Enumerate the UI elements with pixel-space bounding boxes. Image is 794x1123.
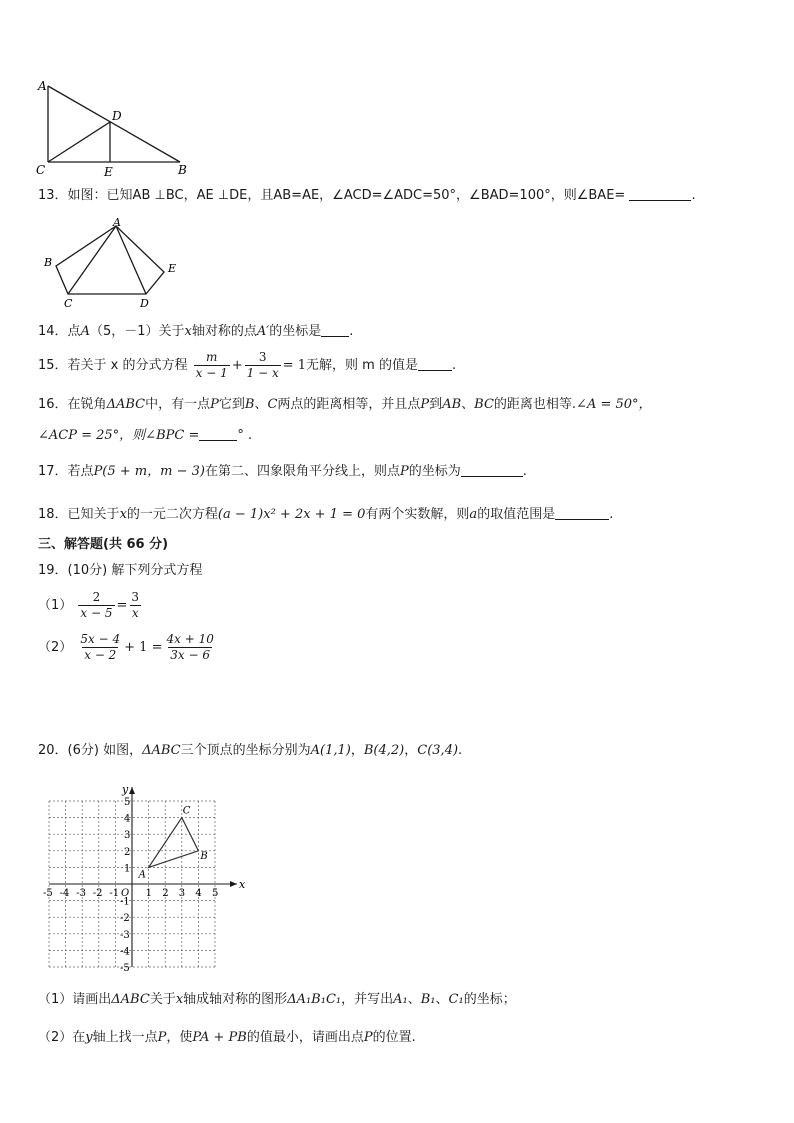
y-tick-label: 1 (124, 863, 131, 875)
q18-mid2: 有两个实数解，则 (365, 507, 470, 522)
q19-p2-fraction-1 (78, 632, 122, 663)
x-tick-label: 3 (178, 888, 186, 899)
q15-fraction-1 (194, 350, 230, 381)
q14-x: x (184, 324, 192, 339)
y-tick-label: -1 (120, 896, 130, 908)
q18-number: 18． (38, 507, 68, 522)
q20-triangle: ΔABC (142, 743, 181, 758)
y-tick-label: -5 (120, 963, 130, 974)
q14-answer-blank[interactable] (321, 322, 349, 337)
q18-x: x (119, 507, 127, 522)
q19-p2-f2-num: 4x + 10 (166, 632, 214, 646)
q19-p2-f2-den: 3x − 6 (170, 648, 211, 662)
q18-answer-blank[interactable] (555, 505, 609, 520)
x-tick-label: -1 (109, 888, 120, 899)
q19-p1-f1-den: x − 5 (80, 606, 113, 620)
q20-point-A: A(1,1) (310, 743, 351, 758)
q17-pre: 若点 (67, 464, 94, 479)
x-tick-label: -2 (92, 888, 103, 899)
q13-answer-blank[interactable] (629, 186, 691, 201)
q20-sub2-expr: PA + PB (192, 1030, 247, 1045)
q13-end: . (691, 188, 696, 203)
question-15 (38, 348, 456, 384)
fig13-label-B: B (44, 256, 53, 269)
q19-p2-fraction-2 (164, 632, 215, 663)
q20-sep-2: ， (404, 743, 418, 758)
y-tick-label: -2 (120, 913, 130, 925)
q16-triangle: ΔABC (106, 397, 146, 412)
fig13-segment-AC (68, 226, 116, 294)
x-tick-label: 4 (195, 888, 202, 899)
q20-sub1-triangle: ΔABC (111, 992, 150, 1007)
q16-AB: AB (442, 397, 462, 412)
q16-text-7: 、 (461, 397, 475, 412)
q17-post: 的坐标为 (408, 464, 461, 479)
q20-sub-1 (38, 990, 516, 1010)
q17-point-expr: P(5 + m，m − 3) (93, 464, 205, 479)
q17-answer-blank[interactable] (461, 462, 523, 477)
q16-number: 16． (38, 397, 68, 412)
q18-a: a (469, 507, 478, 522)
q16-angle-text: ∠ACP = 25°，则∠BPC = (38, 428, 200, 443)
fig13-label-A: A (113, 216, 121, 229)
question-14 (38, 322, 353, 342)
q16-answer-blank[interactable] (199, 426, 237, 441)
q16-text-3: 它到 (218, 397, 245, 412)
q20-point-B: B(4,2) (363, 743, 405, 758)
q19-p2-label: （2） (38, 640, 73, 655)
q15-f1-numerator: m (206, 350, 218, 364)
q20-sub1-g: 的坐标； (463, 992, 516, 1007)
q20-sub2-c: ，使 (166, 1030, 193, 1045)
q14-mid: 轴对称的点 (191, 324, 257, 339)
question-18 (38, 505, 613, 525)
y-tick-label: 2 (124, 846, 131, 858)
q15-f2-denominator: 1 − x (246, 366, 279, 380)
q20-sub2-d: 的值最小，请画出点 (246, 1030, 364, 1045)
triangle-ABC (149, 818, 199, 868)
q14-point-A-prime: A′ (256, 324, 270, 339)
q16-P2: P (420, 397, 430, 412)
q19-p1-equals: = (116, 598, 128, 613)
q16-text-6: 到 (429, 397, 443, 412)
q15-f1-denominator: x − 1 (195, 366, 228, 380)
q14-end: . (349, 324, 354, 339)
q16-text-1: 在锐角 (67, 397, 107, 412)
q16-text-2: 中，有一点 (145, 397, 211, 412)
q16-text-5: 两点的距离相等，并且点 (277, 397, 421, 412)
y-tick-label: -3 (120, 929, 130, 941)
q20-sub1-d: ，并写出 (341, 992, 394, 1007)
q20-point-C: C(3,4) (417, 743, 459, 758)
q19-p1-f2-den: x (131, 606, 139, 620)
q15-f2-numerator: 3 (258, 350, 267, 364)
x-tick-label: 5 (212, 888, 219, 899)
x-tick-label: -3 (76, 888, 86, 899)
q18-end: . (609, 507, 614, 522)
fig12-label-D: D (112, 109, 122, 123)
q17-end: . (522, 464, 527, 479)
q20-sub2-y: y (85, 1030, 93, 1045)
q16-text-8: 的距离也相等. (493, 397, 577, 412)
coordinate-grid (36, 778, 246, 974)
q20-sub2-P2: P (363, 1030, 373, 1045)
q15-end: . (451, 358, 457, 373)
fig13-outline (56, 226, 164, 294)
q19-p2-f1-den: x − 2 (84, 648, 117, 662)
y-tick-label: 4 (124, 813, 131, 825)
fig12-label-B: B (178, 163, 187, 177)
y-tick-label: 3 (124, 830, 131, 842)
fig12-label-C: C (36, 163, 46, 177)
figure-q12 (30, 76, 200, 178)
section-3-heading: 三、解答题(共 66 分) (38, 537, 169, 552)
q20-title-end: . (458, 743, 463, 758)
question-16 (38, 395, 652, 415)
fig12-label-E: E (104, 165, 113, 179)
q17-mid: 在第二、四象限角平分线上，则点 (204, 464, 400, 479)
q20-sep-1: ， (350, 743, 364, 758)
q18-equation: (a − 1)x² + 2x + 1 = 0 (217, 507, 366, 522)
q20-sub1-b: 关于 (149, 992, 176, 1007)
x-tick-label: -4 (59, 888, 70, 899)
q19-part-2 (38, 630, 218, 666)
q20-sub1-A1: A₁ (393, 992, 408, 1007)
question-13 (38, 186, 696, 206)
fig13-label-C: C (64, 297, 73, 310)
origin-label: O (121, 888, 130, 899)
x-axis-arrow (230, 881, 237, 887)
q20-sub2-e: 的位置. (372, 1030, 416, 1045)
q19-p1-f2-num: 3 (131, 590, 140, 604)
q18-post: 的取值范围是 (477, 507, 556, 522)
x-tick-label: 2 (162, 888, 169, 899)
q20-sub1-C1: C₁ (448, 992, 464, 1007)
q16-text-4: 、 (254, 397, 268, 412)
fig13-label-D: D (140, 297, 149, 310)
fig12-segment-AB (48, 86, 180, 162)
q16-C: C (267, 397, 278, 412)
fig12-segment-CD (48, 122, 110, 162)
q17-P: P (399, 464, 409, 479)
q19-p2-plus-one: + 1 = (124, 640, 163, 655)
y-tick-label: 5 (124, 797, 131, 808)
q15-equals: = 1 (282, 358, 307, 373)
q20-title-b: 三个顶点的坐标分别为 (180, 743, 311, 758)
y-axis-label: y (122, 783, 129, 796)
q20-sub1-a: （1）请画出 (38, 992, 112, 1007)
q15-answer-blank[interactable] (418, 356, 452, 371)
q15-number: 15． (38, 358, 68, 373)
q15-fraction-2 (245, 350, 281, 381)
q20-sub1-B1: B₁ (420, 992, 436, 1007)
fig12-label-A: A (38, 79, 47, 93)
fig13-segment-AD (116, 226, 146, 294)
q19-p1-fraction-2 (129, 590, 141, 621)
question-20-title (38, 741, 462, 761)
q19-p1-label: （1） (38, 598, 73, 613)
q16-P: P (210, 397, 219, 412)
figure-q13 (38, 214, 188, 310)
q20-sub2-a: （2）在 (38, 1030, 86, 1045)
q13-text: 如图：已知AB ⊥BC，AE ⊥DE，且AB=AE，∠ACD=∠ADC=50°，∠BAD=100°，则∠BAE= (67, 188, 626, 203)
q19-p2-f1-num: 5x − 4 (80, 632, 121, 646)
q20-title-a: 20．(6分) 如图， (38, 743, 143, 758)
q15-plus: + (231, 358, 243, 373)
triangle-label-C: C (182, 805, 191, 817)
q16-BC: BC (474, 397, 494, 412)
triangle-label-B: B (200, 850, 208, 862)
q20-sub2-b: 轴上找一点 (92, 1030, 158, 1045)
q19-p1-f1-num: 2 (92, 590, 101, 604)
q14-pre: 点 (67, 324, 81, 339)
x-tick-label: -5 (43, 888, 53, 899)
q20-sub1-c: 轴成轴对称的图形 (183, 992, 288, 1007)
q14-point-A: A (80, 324, 90, 339)
q18-mid: 的一元二次方程 (126, 507, 218, 522)
question-17 (38, 462, 527, 482)
triangle-label-A: A (138, 869, 146, 881)
y-axis-arrow (129, 787, 135, 794)
q20-sub2-P: P (157, 1030, 167, 1045)
q16-B: B (244, 397, 255, 412)
q18-pre: 已知关于 (67, 507, 120, 522)
q16-degree-end: ° . (237, 428, 253, 443)
question-16-line-2 (38, 426, 252, 446)
q19-part-1 (38, 588, 143, 624)
q15-pre: 若关于 x 的分式方程 (67, 358, 188, 373)
question-19-title: 19．(10分) 解下列分式方程 (38, 563, 203, 578)
q17-number: 17． (38, 464, 68, 479)
q20-sub-2 (38, 1028, 416, 1048)
q13-number: 13． (38, 188, 68, 203)
fig13-label-E: E (168, 262, 177, 275)
q14-post: 的坐标是 (269, 324, 322, 339)
q15-post: 无解，则 m 的值是 (306, 358, 418, 373)
x-axis-label: x (239, 878, 246, 891)
q20-sub1-f: 、 (435, 992, 449, 1007)
y-tick-label: -4 (120, 946, 130, 958)
q14-number: 14． (38, 324, 68, 339)
q20-sub1-e: 、 (407, 992, 421, 1007)
x-tick-label: 1 (145, 888, 152, 899)
q14-coord: （5，－1）关于 (89, 324, 185, 339)
q19-p1-fraction-1 (78, 590, 114, 621)
q16-angle-A: ∠A = 50°， (576, 397, 652, 412)
q20-sub1-x: x (175, 992, 184, 1007)
q20-sub1-triangle-image: ΔA₁B₁C₁ (287, 992, 342, 1007)
